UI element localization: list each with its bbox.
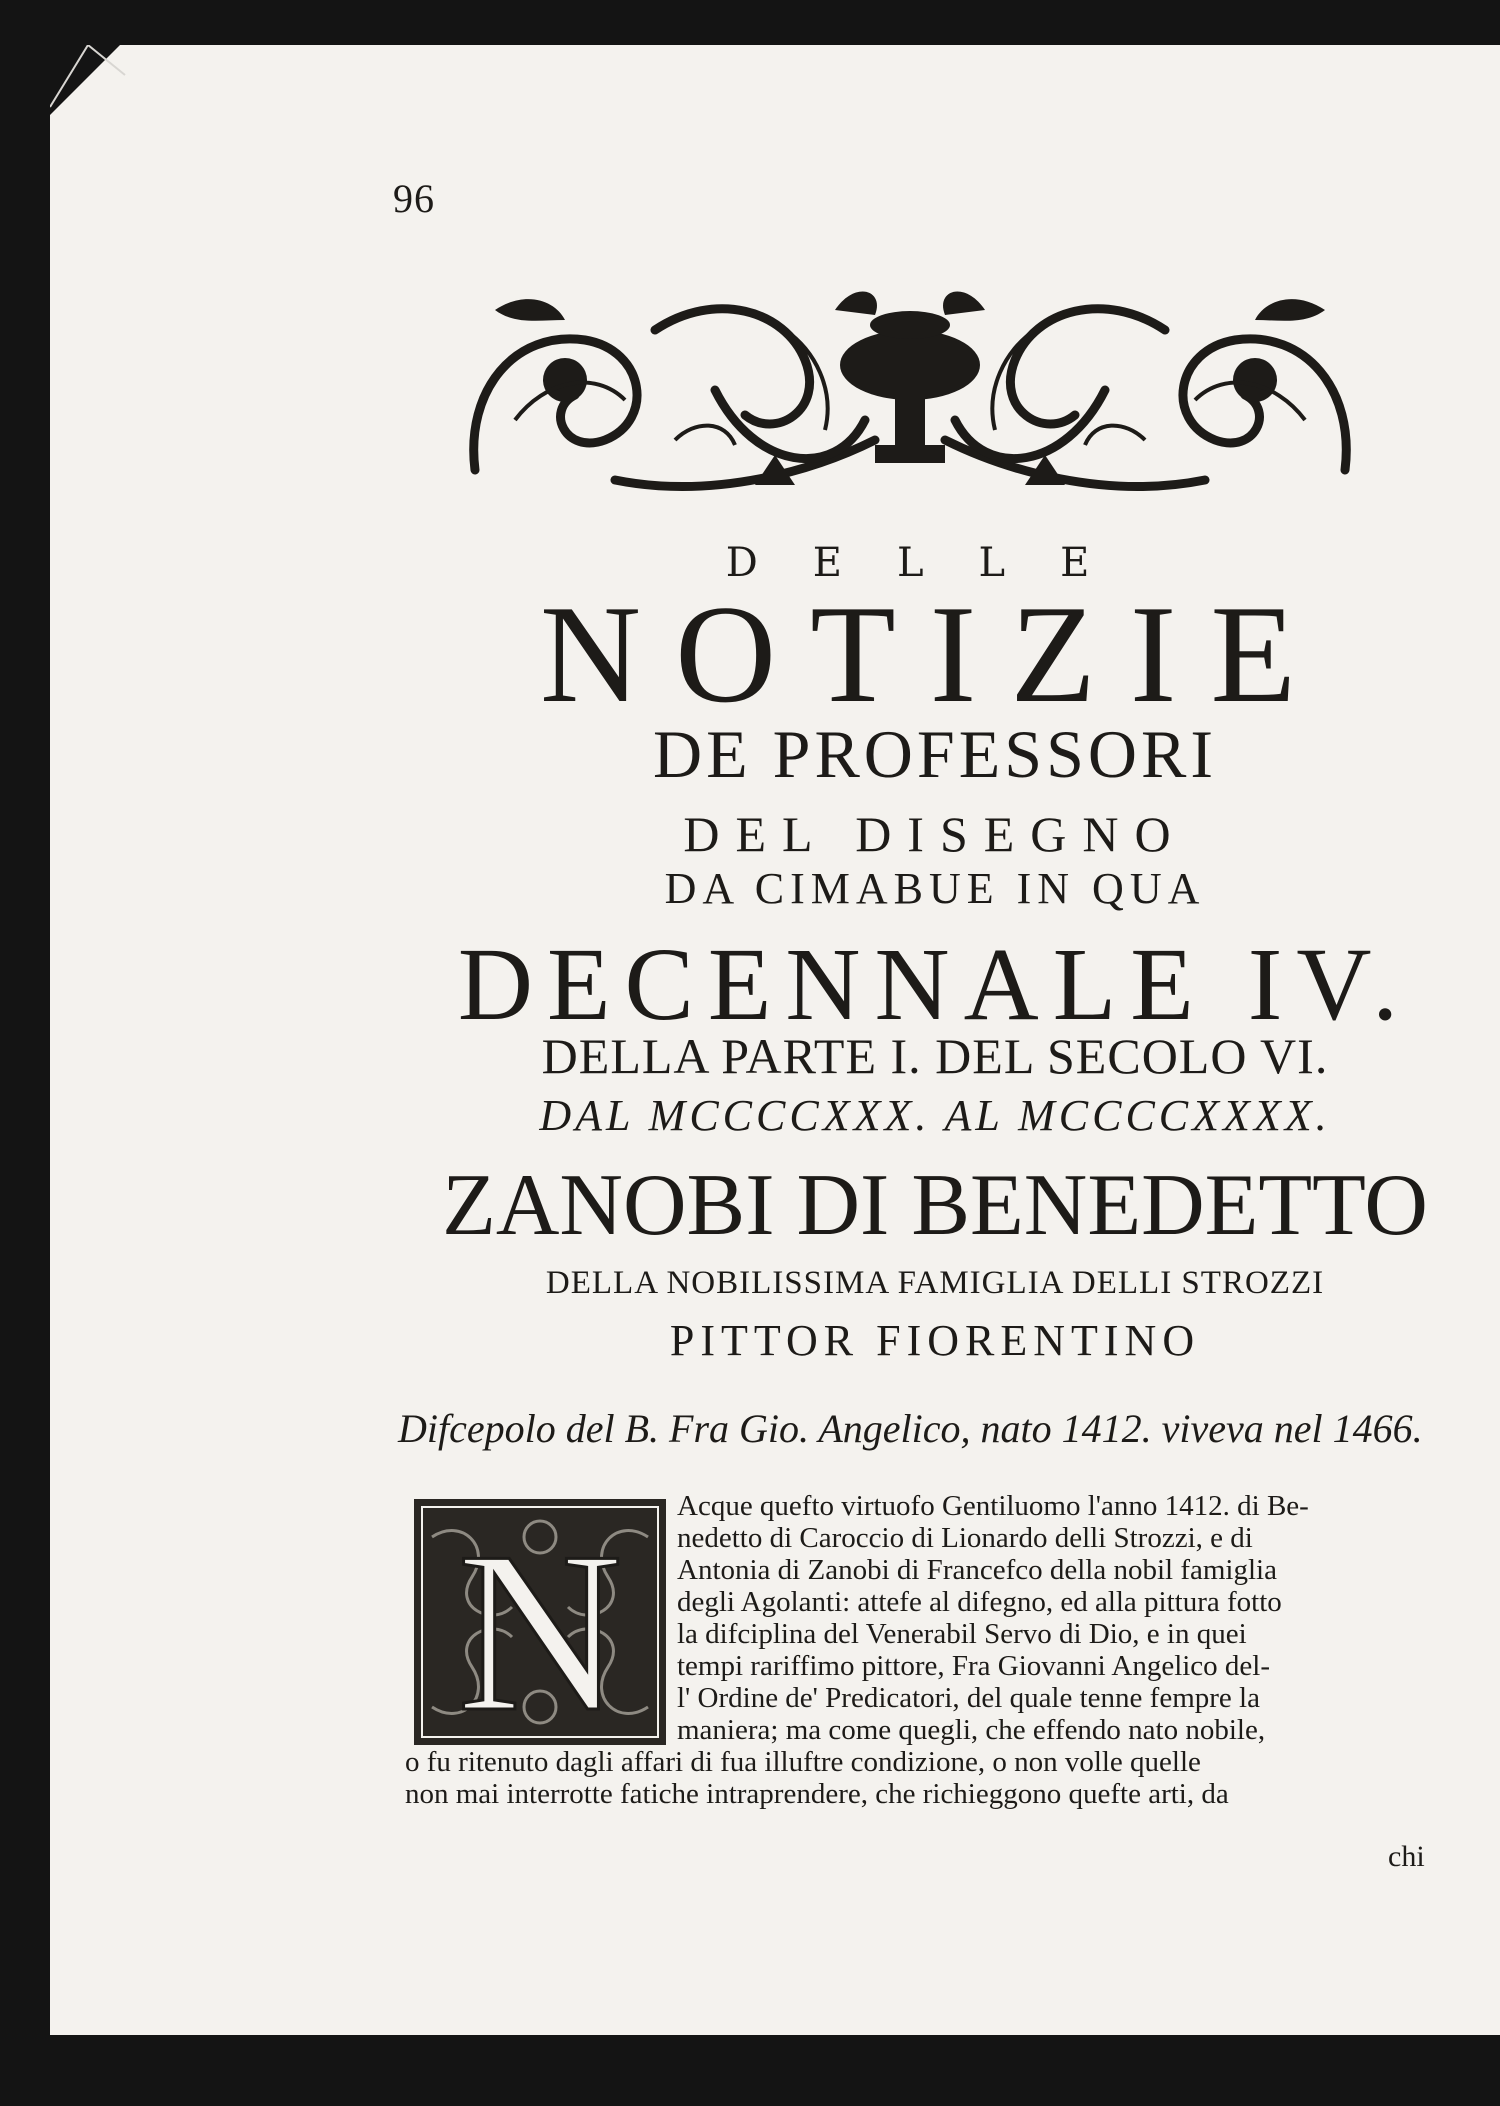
- heading-parte: DELLA PARTE I. DEL SECOLO VI.: [541, 1028, 1329, 1084]
- headpiece-ornament-icon: [455, 270, 1365, 510]
- heading-delle: DELLE: [725, 540, 1145, 586]
- body-text: [405, 1490, 1465, 1810]
- body-line-6: tempi rariffimo pittore, Fra Giovanni Angelico del-: [677, 1650, 1271, 1682]
- heading-professori: DE PROFESSORI: [652, 716, 1218, 792]
- corner-fold-line: [50, 45, 160, 155]
- body-line-5: la difciplina del Venerabil Servo di Dio, e in quei: [677, 1618, 1247, 1650]
- body-line-9: o fu ritenuto dagli affari di fua illuftre condizione, o non volle quelle: [405, 1746, 1201, 1778]
- subject-name: ZANOBI DI BENEDETTO: [442, 1157, 1428, 1254]
- heading-disegno: DEL DISEGNO: [683, 806, 1187, 862]
- subject-subtitle: Difcepolo del B. Fra Gio. Angelico, nato 1412. viveva nel 1466.: [398, 1406, 1423, 1451]
- subject-family: DELLA NOBILISSIMA FAMIGLIA DELLI STROZZI: [545, 1265, 1325, 1301]
- heading-cimabue: DA CIMABUE IN QUA: [664, 864, 1206, 913]
- body-line-8: maniera; ma come quegli, che effendo nato nobile,: [677, 1714, 1266, 1746]
- catchword: chi: [1388, 1840, 1425, 1873]
- body-line-2: nedetto di Caroccio di Lionardo delli Strozzi, e di: [677, 1522, 1253, 1554]
- heading-dates: DAL MCCCCXXX. AL MCCCCXXXX.: [539, 1091, 1331, 1140]
- scan-bottom-edge: [0, 2036, 1500, 2106]
- body-line-4: degli Agolanti: attefe al difegno, ed alla pittura fotto: [677, 1586, 1282, 1618]
- body-line-7: l' Ordine de' Predicatori, del quale tenne fempre la: [677, 1682, 1260, 1714]
- book-page: [50, 45, 1500, 2035]
- svg-text:N: N: [456, 1504, 624, 1747]
- heading-notizie: NOTIZIE: [539, 577, 1330, 732]
- body-line-3: Antonia di Zanobi di Francefco della nobil famiglia: [677, 1554, 1277, 1586]
- body-line-10: non mai interrotte fatiche intraprendere, che richieggono quefte arti, da: [405, 1778, 1229, 1810]
- heading-decennale: DECENNALE IV.: [457, 927, 1413, 1042]
- subject-profession: PITTOR FIORENTINO: [669, 1316, 1201, 1365]
- body-line-1: Acque quefto virtuofo Gentiluomo l'anno 1412. di Be-: [677, 1490, 1309, 1522]
- page-number: 96: [393, 176, 435, 221]
